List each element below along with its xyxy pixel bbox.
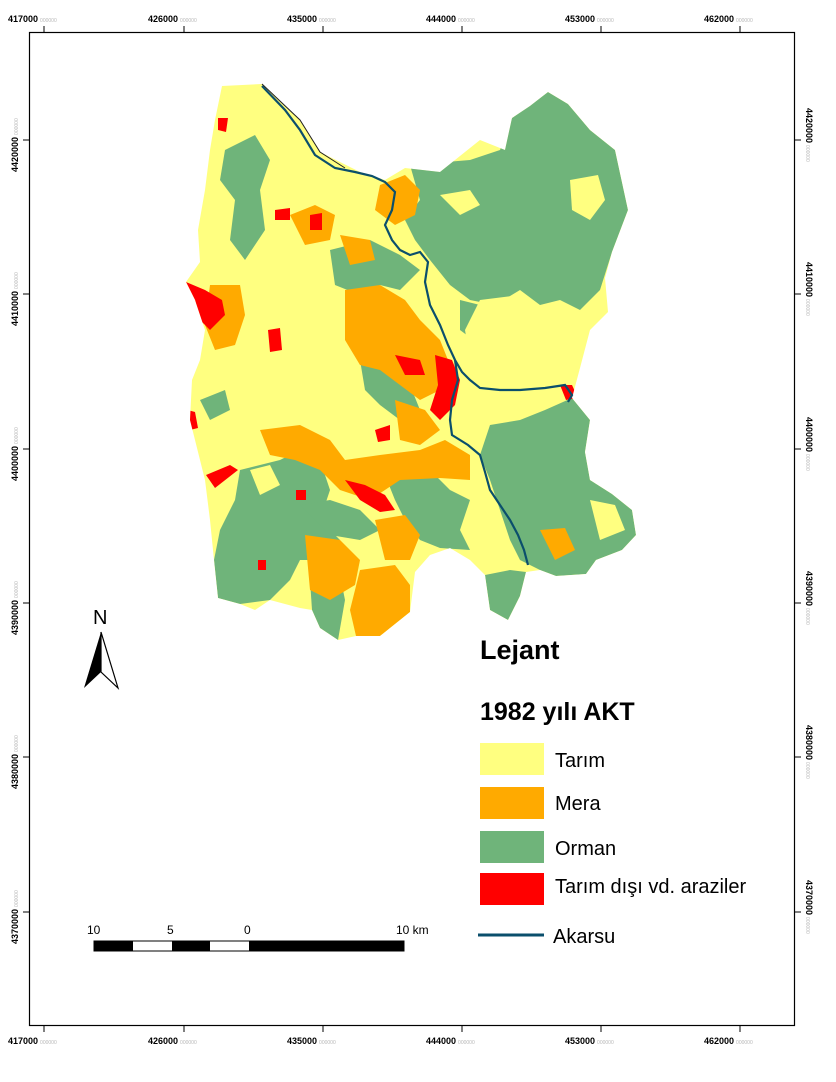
svg-text:4410000000000: 4410000000000 [804, 262, 814, 316]
svg-text:4390000000000: 4390000000000 [10, 581, 20, 635]
north-label: N [93, 607, 108, 629]
scale-label-0: 0 [244, 923, 251, 937]
svg-text:4400000000000: 4400000000000 [804, 417, 814, 471]
legend-swatch-mera [480, 787, 544, 819]
svg-text:444000000000: 444000 000000 [426, 14, 475, 24]
legend-swatch-tarim [480, 743, 544, 775]
land-cover-map [186, 84, 636, 640]
bottom-coordinate-labels [8, 1036, 753, 1046]
north-arrow [84, 607, 118, 688]
scale-label-10: 10 [87, 923, 101, 937]
svg-text:4380000000000: 4380000000000 [804, 725, 814, 779]
legend-label-orman: Orman [555, 838, 617, 860]
svg-text:4370000000000: 4370000000000 [804, 880, 814, 934]
legend-label-akarsu: Akarsu [553, 926, 616, 948]
svg-text:417000000000: 417000 000000 [8, 1036, 57, 1046]
legend-label-tarim: Tarım [555, 750, 605, 772]
svg-text:417000000000: 417000 000000 [8, 14, 57, 24]
svg-text:4370000000000: 4370000000000 [10, 890, 20, 944]
top-coordinate-labels [8, 14, 753, 24]
svg-text:4420000000000: 4420000000000 [10, 118, 20, 172]
scale-label-5: 5 [167, 923, 174, 937]
svg-text:4400000000000: 4400000000000 [10, 427, 20, 481]
legend-label-tarim-disi: Tarım dışı vd. araziler [555, 876, 747, 898]
svg-text:444000000000: 444000 000000 [426, 1036, 475, 1046]
svg-text:426000000000: 426000 000000 [148, 1036, 197, 1046]
svg-text:462000000000: 462000 000000 [704, 1036, 753, 1046]
svg-text:426000000000: 426000 000000 [148, 14, 197, 24]
svg-text:435000000000: 435000 000000 [287, 1036, 336, 1046]
north-arrow-icon [84, 632, 101, 688]
right-coordinate-labels [804, 108, 814, 934]
legend-swatch-orman [480, 831, 544, 863]
svg-text:462000000000: 462000 000000 [704, 14, 753, 24]
legend-subtitle: 1982 yılı AKT [480, 698, 635, 726]
left-coordinate-labels [10, 118, 20, 944]
legend-label-mera: Mera [555, 793, 601, 815]
svg-text:4410000000000: 4410000000000 [10, 272, 20, 326]
svg-text:453000000000: 453000 000000 [565, 14, 614, 24]
scale-bar [87, 923, 429, 951]
svg-text:453000000000: 453000 000000 [565, 1036, 614, 1046]
legend-swatch-tarim-disi [480, 873, 544, 905]
scale-label-10km: 10 km [396, 923, 429, 937]
legend [478, 635, 747, 948]
svg-text:435000000000: 435000 000000 [287, 14, 336, 24]
svg-text:4380000000000: 4380000000000 [10, 735, 20, 789]
legend-title: Lejant [480, 635, 560, 665]
svg-text:4420000000000: 4420000000000 [804, 108, 814, 162]
svg-text:4390000000000: 4390000000000 [804, 571, 814, 625]
